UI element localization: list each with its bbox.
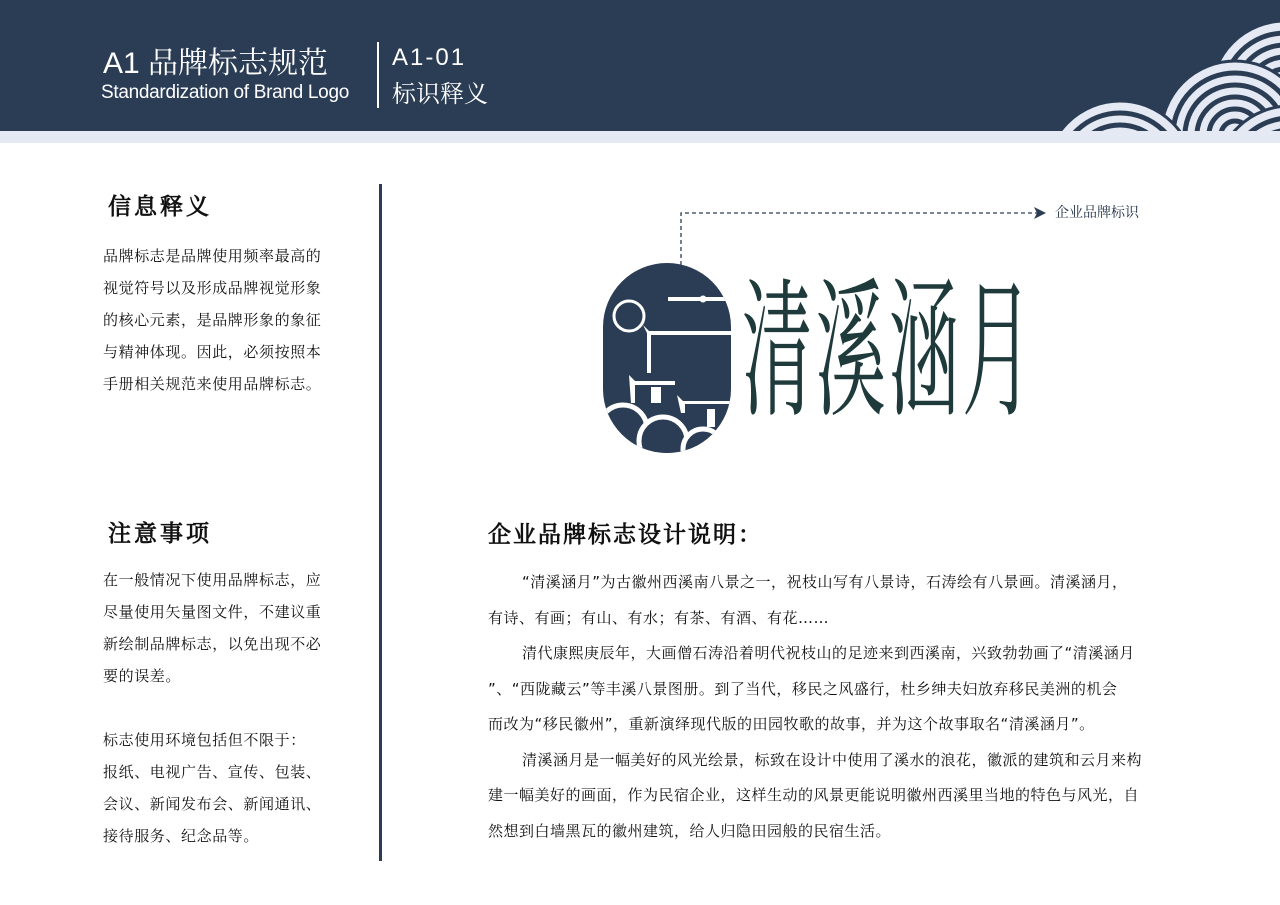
description-line: 清溪涵月是一幅美好的风光绘景，标致在设计中使用了溪水的浪花，徽派的建筑和云月来构 xyxy=(522,750,1143,769)
info-line: 品牌标志是品牌使用频率最高的 xyxy=(103,247,322,265)
env-line: 标志使用环境包括但不限于： xyxy=(103,731,306,749)
env-line: 会议、新闻发布会、新闻通讯、 xyxy=(103,795,322,813)
info-heading: 信息释义 xyxy=(108,194,212,220)
callout-label: 企业品牌标识 xyxy=(1055,205,1139,221)
description-line: 而改为“移民徽州”，重新演绎现代版的田园牧歌的故事，并为这个故事取名“清溪涵月”。 xyxy=(488,715,1095,733)
notes-line: 新绘制品牌标志，以免出现不必 xyxy=(103,635,322,653)
description-line: ”、“西陇藏云”等丰溪八景图册。到了当代，移民之风盛行，杜乡绅夫妇放弃移民美洲的机会 xyxy=(488,679,1118,698)
brand-emblem-icon xyxy=(603,263,731,453)
brand-wordmark: 清溪涵月 xyxy=(742,265,1036,439)
description-line: 然想到白墙黑瓦的徽州建筑，给人归隐田园般的民宿生活。 xyxy=(488,821,892,840)
info-line: 的核心元素，是品牌形象的象征 xyxy=(103,311,322,329)
description-body xyxy=(488,565,1142,849)
section-code: A1-01 xyxy=(392,44,467,71)
notes-line: 要的误差。 xyxy=(103,667,182,685)
notes-line: 在一般情况下使用品牌标志，应 xyxy=(103,571,322,589)
header-subtitle: Standardization of Brand Logo xyxy=(101,82,349,103)
env-line: 报纸、电视广告、宣传、包装、 xyxy=(103,763,322,781)
description-line: “清溪涵月”为古徽州西溪南八景之一，祝枝山写有八景诗，石涛绘有八景画。清溪涵月， xyxy=(522,573,1128,591)
description-line: 建一幅美好的画面，作为民宿企业，这样生动的风景更能说明徽州西溪里当地的特色与风光，自 xyxy=(488,786,1140,804)
env-line: 接待服务、纪念品等。 xyxy=(103,827,260,845)
info-line: 与精神体现。因此，必须按照本 xyxy=(103,343,322,361)
info-line: 手册相关规范来使用品牌标志。 xyxy=(103,375,322,393)
notes-line: 尽量使用矢量图文件，不建议重 xyxy=(103,603,322,621)
info-line: 视觉符号以及形成品牌视觉形象 xyxy=(103,279,322,297)
header-title: A1 品牌标志规范 xyxy=(103,47,329,80)
description-line: 清代康熙庚辰年，大画僧石涛沿着明代祝枝山的足迹来到西溪南，兴致勃勃画了“清溪涵月 xyxy=(522,644,1135,662)
description-title: 企业品牌标志设计说明： xyxy=(488,522,763,548)
notes-heading: 注意事项 xyxy=(108,521,212,547)
section-name: 标识释义 xyxy=(392,80,488,108)
description-line: 有诗、有画；有山、有水；有茶、有酒、有花…… xyxy=(488,608,830,627)
